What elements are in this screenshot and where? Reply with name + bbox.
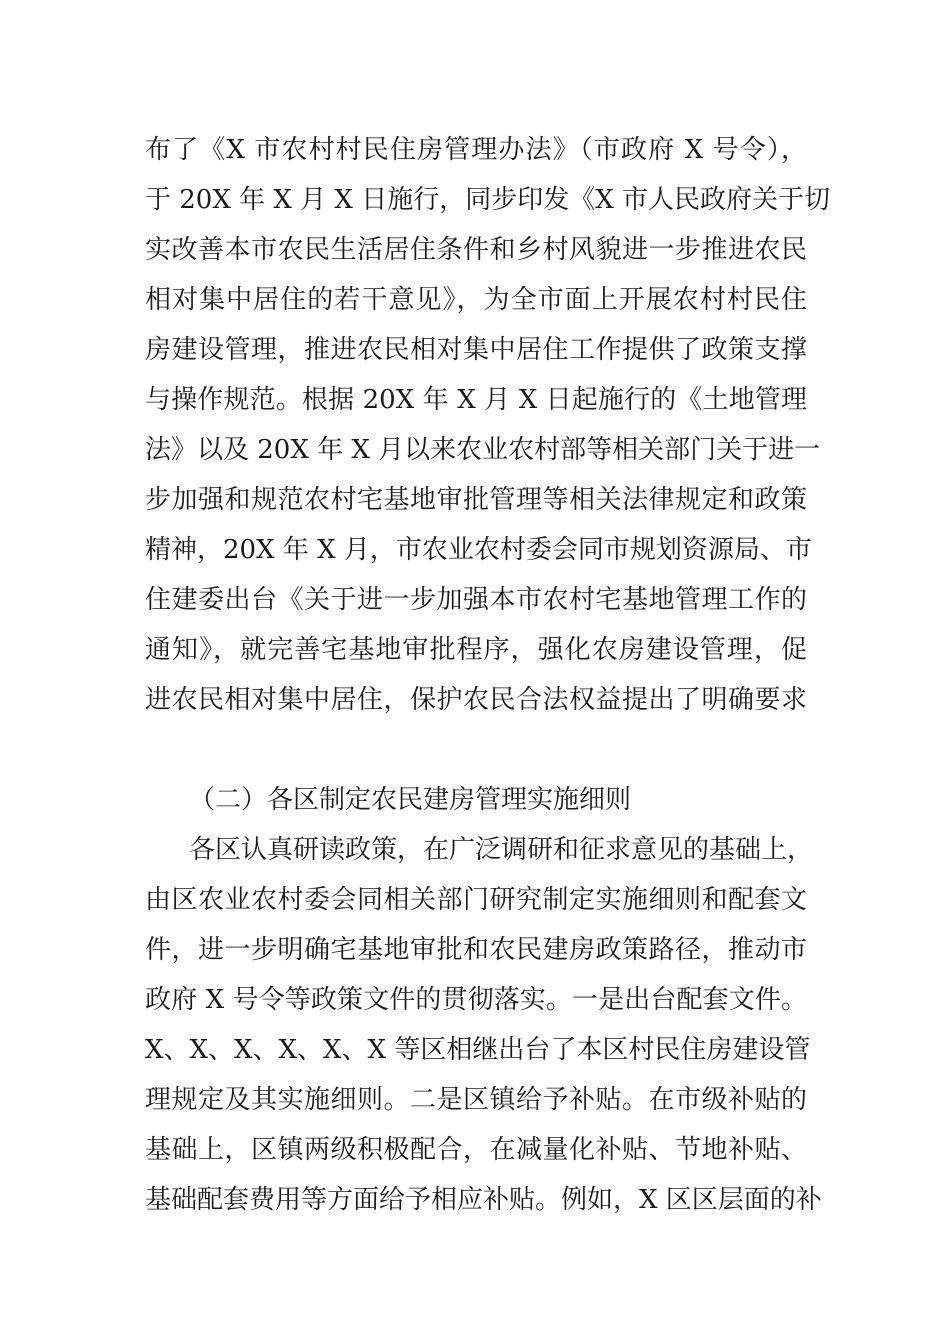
paragraph-line: 房建设管理，推进农民相对集中居住工作提供了政策支撑: [145, 335, 807, 365]
paragraph-line: 精神，20X 年 X 月，市农业农村委会同市规划资源局、市: [145, 535, 812, 565]
section-heading: （二）各区制定农民建房管理实施细则: [189, 785, 632, 815]
paragraph-line: 与操作规范。根据 20X 年 X 月 X 日起施行的《土地管理: [145, 385, 807, 415]
paragraph-line: 住建委出台《关于进一步加强本市农村宅基地管理工作的: [145, 585, 807, 615]
paragraph-line: 政府 X 号令等政策文件的贯彻落实。一是出台配套文件。: [145, 985, 807, 1015]
paragraph-line: 件，进一步明确宅基地审批和农民建房政策路径，推动市: [145, 935, 807, 965]
paragraph-line: 相对集中居住的若干意见》，为全市面上开展农村村民住: [145, 285, 807, 315]
paragraph-first-line: 各区认真研读政策，在广泛调研和征求意见的基础上，: [189, 835, 814, 865]
paragraph-line: 于 20X 年 X 月 X 日施行，同步印发《X 市人民政府关于切: [145, 185, 830, 215]
paragraph-line: 由区农业农村委会同相关部门研究制定实施细则和配套文: [145, 885, 807, 915]
paragraph-line: 理规定及其实施细则。二是区镇给予补贴。在市级补贴的: [145, 1085, 807, 1115]
paragraph-line: 法》以及 20X 年 X 月以来农业农村部等相关部门关于进一: [145, 435, 821, 465]
paragraph-line: 布了《X 市农村村民住房管理办法》（市政府 X 号令），: [145, 135, 807, 165]
paragraph-line: 进农民相对集中居住，保护农民合法权益提出了明确要求: [145, 685, 807, 715]
paragraph-line: X、X、X、X、X、X 等区相继出台了本区村民住房建设管: [145, 1035, 811, 1065]
paragraph-line: 实改善本市农民生活居住条件和乡村风貌进一步推进农民: [145, 235, 807, 265]
paragraph-line: 基础上，区镇两级积极配合，在减量化补贴、节地补贴、: [145, 1135, 807, 1165]
paragraph-line: 步加强和规范农村宅基地审批管理等相关法律规定和政策: [145, 485, 807, 515]
paragraph-line: 通知》，就完善宅基地审批程序，强化农房建设管理，促: [145, 635, 807, 665]
paragraph-line: 基础配套费用等方面给予相应补贴。例如，X 区区层面的补: [145, 1185, 822, 1215]
